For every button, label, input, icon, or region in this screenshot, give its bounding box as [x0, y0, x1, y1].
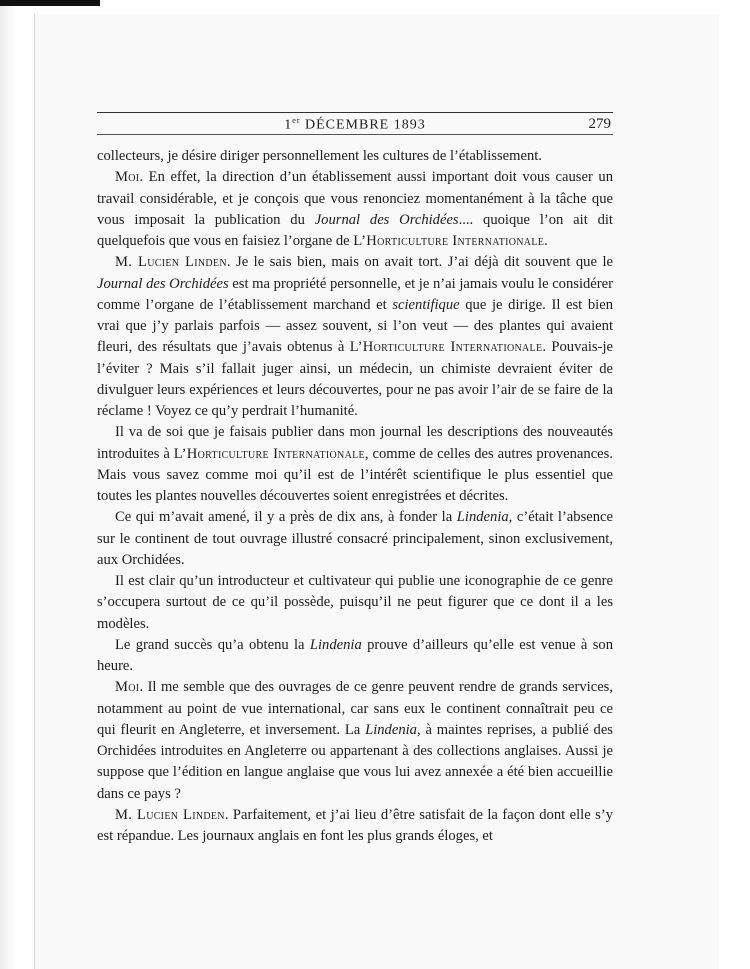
text-run: que je dirige. Il est bien vrai que j’y parlais parfois — assez souvent, si l’on veut — des plantes qui avaient fleuri, des résultats que j’avais obtenus à: [97, 296, 614, 356]
paragraph: [97, 635, 613, 678]
running-header: [97, 102, 613, 136]
text-run: prouve d’ailleurs qu’elle est venue à son heure.: [97, 636, 614, 674]
text-run: . Il me semble que des ouvrages de ce genre peuvent rendre de grands services, notamment au point de vue international, car sans eux le continent connaîtrait peu ce qui fleurit en Angleterre, et inversement. La: [97, 679, 613, 738]
text-run: Il est clair qu’un introducteur et cultivateur qui publie une iconographie de ce genre s’occupera surtout de ce qu’il possède, puisqu’il ne peut figurer que ce dont il a les modèles.: [97, 573, 613, 632]
italic-title: Journal des Orchidées: [97, 275, 229, 292]
text-run: Le grand succès qu’a obtenu la: [115, 636, 310, 653]
header-date-rest: DÉCEMBRE 1893: [300, 117, 426, 133]
text-run: .... quoique l’on ait dit quelquefois que vous en faisiez l’organe de: [97, 211, 613, 249]
small-caps-text: M. Lucien Linden: [115, 806, 225, 823]
small-caps-text: L’Horticulture Internationale: [349, 339, 543, 356]
small-caps-text: Moi: [115, 679, 140, 696]
header-day: 1: [284, 117, 293, 133]
text-run: . Pouvais-je l’éviter ? Mais s’il fallait juger ainsi, un médecin, un chimiste devraient éviter de divulguer leurs expériences et leurs découvertes, pour ne pas avoir l’air de se faire de la réclame ! Voyez ce qu’y perdrait l’humanité.: [97, 339, 613, 419]
text-run: est ma propriété personnelle, et je n’ai jamais voulu le considérer comme l’organe de l’établissement marchand et: [97, 275, 613, 313]
italic-title: Lindenia,: [456, 509, 513, 526]
paragraph: [97, 252, 613, 422]
paragraph: [97, 571, 613, 635]
text-run: collecteurs, je désire diriger personnellement les cultures de l’établissement.: [97, 148, 542, 164]
small-caps-text: L’Horticulture Internationale: [173, 445, 365, 462]
italic-title: Lindenia: [309, 636, 362, 653]
header-rule-bottom: [97, 134, 613, 135]
body-text: [97, 146, 613, 847]
text-run: . Parfaitement, et j’ai lieu d’être satisfait de la façon dont elle s’y est répandue. Les journaux anglais en font les plus grands éloges, et: [97, 806, 613, 844]
scan-edge-mark: [0, 0, 100, 6]
small-caps-text: Moi: [115, 169, 140, 186]
page-number: 279: [588, 116, 611, 132]
text-run: Ce qui m’avait amené, il y a près de dix ans, à fonder la: [115, 509, 457, 526]
text-run: . Je le sais bien, mais on avait tort. J’ai déjà dit souvent que le: [226, 254, 613, 271]
text-run: Il va de soi que je faisais publier dans mon journal les descriptions des nouveautés introduites à: [97, 424, 613, 462]
paragraph: [97, 167, 613, 252]
text-run: , comme de celles des autres provenances. Mais vous savez comme moi qu’il est de l’intérêt scientifique le plus essentiel que toutes les plantes nouvelles découvertes soient enregistrées et décrites.: [97, 445, 613, 504]
italic-title: Lindenia,: [365, 721, 421, 738]
paragraph: [97, 507, 613, 571]
text-run: à maintes reprises, a publié des Orchidées introduites en Angleterre ou appartenant à des collections anglaises. Aussi je suppose que l’édition en langue anglaise que vous lui avez annexée a été bien accueillie dans ce pays ?: [97, 721, 613, 802]
paragraph: [97, 805, 613, 848]
text-run: . En effet, la direction d’un établissement aussi important doit vous causer un travail considérable, et je conçois que vous renonciez momentanément à la tâche que vous imposait la publication du: [97, 169, 613, 228]
scan-margin: [0, 0, 14, 969]
small-caps-text: M. Lucien Linden: [115, 254, 227, 271]
paragraph: [97, 422, 613, 507]
text-run: c’était l’absence sur le continent de tout ouvrage illustré consacré principalement, sinon exclusivement, aux Orchidées.: [97, 509, 613, 568]
header-day-suffix: er: [292, 116, 301, 125]
italic-title: scientifique: [392, 296, 460, 313]
text-run: .: [544, 233, 548, 249]
small-caps-text: L’Horticulture Internationale: [353, 233, 545, 249]
italic-title: Journal des Orchidées: [314, 211, 459, 228]
paragraph: [97, 146, 613, 167]
header-rule-top: [97, 112, 613, 113]
paragraph: [97, 677, 613, 805]
header-date: [97, 116, 613, 134]
